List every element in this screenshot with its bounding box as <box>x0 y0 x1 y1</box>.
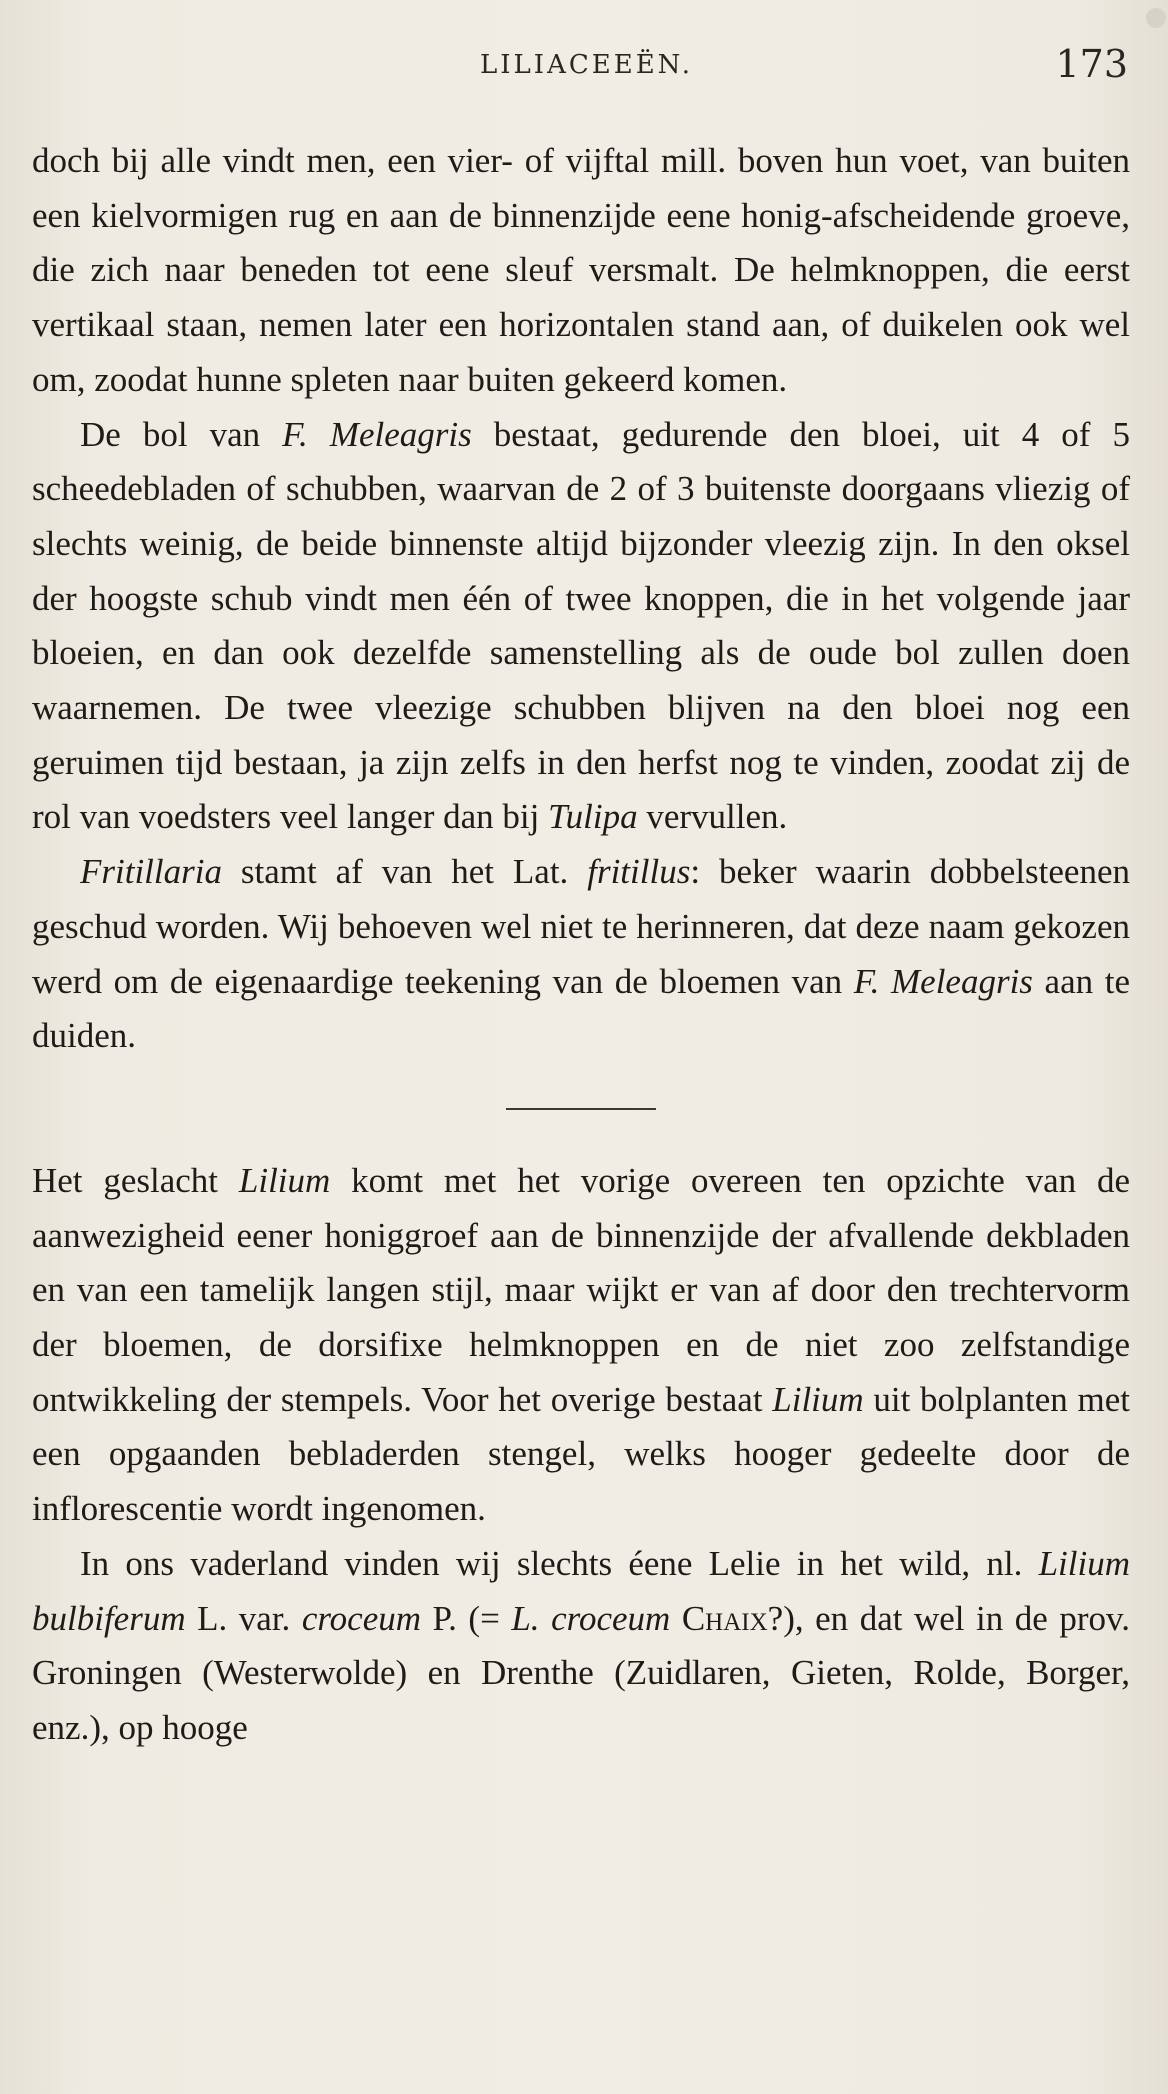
text-run: P. (= <box>421 1598 512 1638</box>
italic-taxon: F. Meleagris <box>282 414 472 454</box>
text-run: L. var. <box>185 1598 302 1638</box>
text-run: vervullen. <box>637 797 788 837</box>
body-text <box>32 134 1130 1756</box>
text-run: In ons vaderland vinden wij slechts éene Lelie in het wild, nl. <box>80 1543 1039 1583</box>
paragraph-2 <box>32 408 1130 846</box>
author-name: Chaix <box>681 1598 768 1638</box>
section-separator <box>506 1108 656 1110</box>
running-title: LILIACEEËN. <box>480 50 694 80</box>
page-number: 173 <box>1055 42 1128 86</box>
text-run: stamt af van het Lat. <box>221 852 588 892</box>
page-corner-mark <box>1146 8 1166 28</box>
italic-term: fritillus <box>587 852 691 892</box>
italic-taxon: Fritillaria <box>80 852 222 892</box>
text-run: ?), en dat wel in de prov. Groningen (Westerwolde) en Drenthe (Zuidlaren, Gieten, Rolde, Borger, enz.), op hooge <box>32 1598 1130 1747</box>
text-run: bestaat, gedurende den bloei, uit 4 of 5 scheedebladen of schubben, waarvan de 2 of 3 buitenste doorgaans vliezig of slechts weinig, de beide binnenste altijd bijzonder vleezig zijn. In den oksel der hoogste schub vindt men één of twee knoppen, die in het volgende jaar bloeien, en dan ook dezelfde samenstelling als de oude bol zullen doen waarnemen. De twee vleezige schubben blijven na den bloei nog een geruimen tijd bestaan, ja zijn zelfs in den herfst nog te vinden, zoodat zij de rol van voedsters veel langer dan bij <box>32 414 1130 837</box>
italic-taxon: Lilium <box>772 1379 864 1419</box>
page-header <box>0 40 1168 100</box>
italic-taxon: Lilium bulbiferum <box>32 1543 1130 1638</box>
paragraph-5 <box>32 1537 1130 1756</box>
text-run: Het geslacht <box>32 1160 239 1200</box>
italic-taxon: Tulipa <box>548 797 638 837</box>
text-run: De bol van <box>80 414 283 454</box>
italic-taxon: F. Meleagris <box>853 961 1033 1001</box>
paragraph-3 <box>32 845 1130 1064</box>
italic-taxon: Lilium <box>238 1160 331 1200</box>
paragraph-1: doch bij alle vindt men, een vier- of vijftal mill. boven hun voet, van buiten een kielvormigen rug en aan de binnenzijde eene honig-afscheidende groeve, die zich naar beneden tot eene sleuf versmalt. De helmknoppen, die eerst vertikaal staan, nemen later een horizontalen stand aan, of duikelen ook wel om, zoodat hunne spleten naar buiten gekeerd komen. <box>32 141 1130 399</box>
text-run <box>670 1599 682 1638</box>
paragraph-4 <box>32 1154 1130 1537</box>
italic-taxon: croceum <box>301 1598 422 1638</box>
italic-taxon: L. croceum <box>511 1598 671 1638</box>
text-run: aan te duiden. <box>32 961 1130 1056</box>
text-run: : beker waarin dobbelsteenen geschud worden. Wij behoeven wel niet te herinneren, dat deze naam gekozen werd om de eigenaardige teekening van de bloemen van <box>32 852 1130 1001</box>
text-run: komt met het vorige overeen ten opzichte van de aanwezigheid eener honiggroef aan de binnenzijde der afvallende dekbladen en van een tamelijk langen stijl, maar wijkt er van af door den trechtervorm der bloemen, de dorsifixe helmknoppen en de niet zoo zelfstandige ontwikkeling der stempels. Voor het overige bestaat <box>32 1160 1130 1419</box>
text-run: uit bolplanten met een opgaanden bebladerden stengel, welks hooger gedeelte door de inflorescentie wordt ingenomen. <box>32 1379 1130 1529</box>
